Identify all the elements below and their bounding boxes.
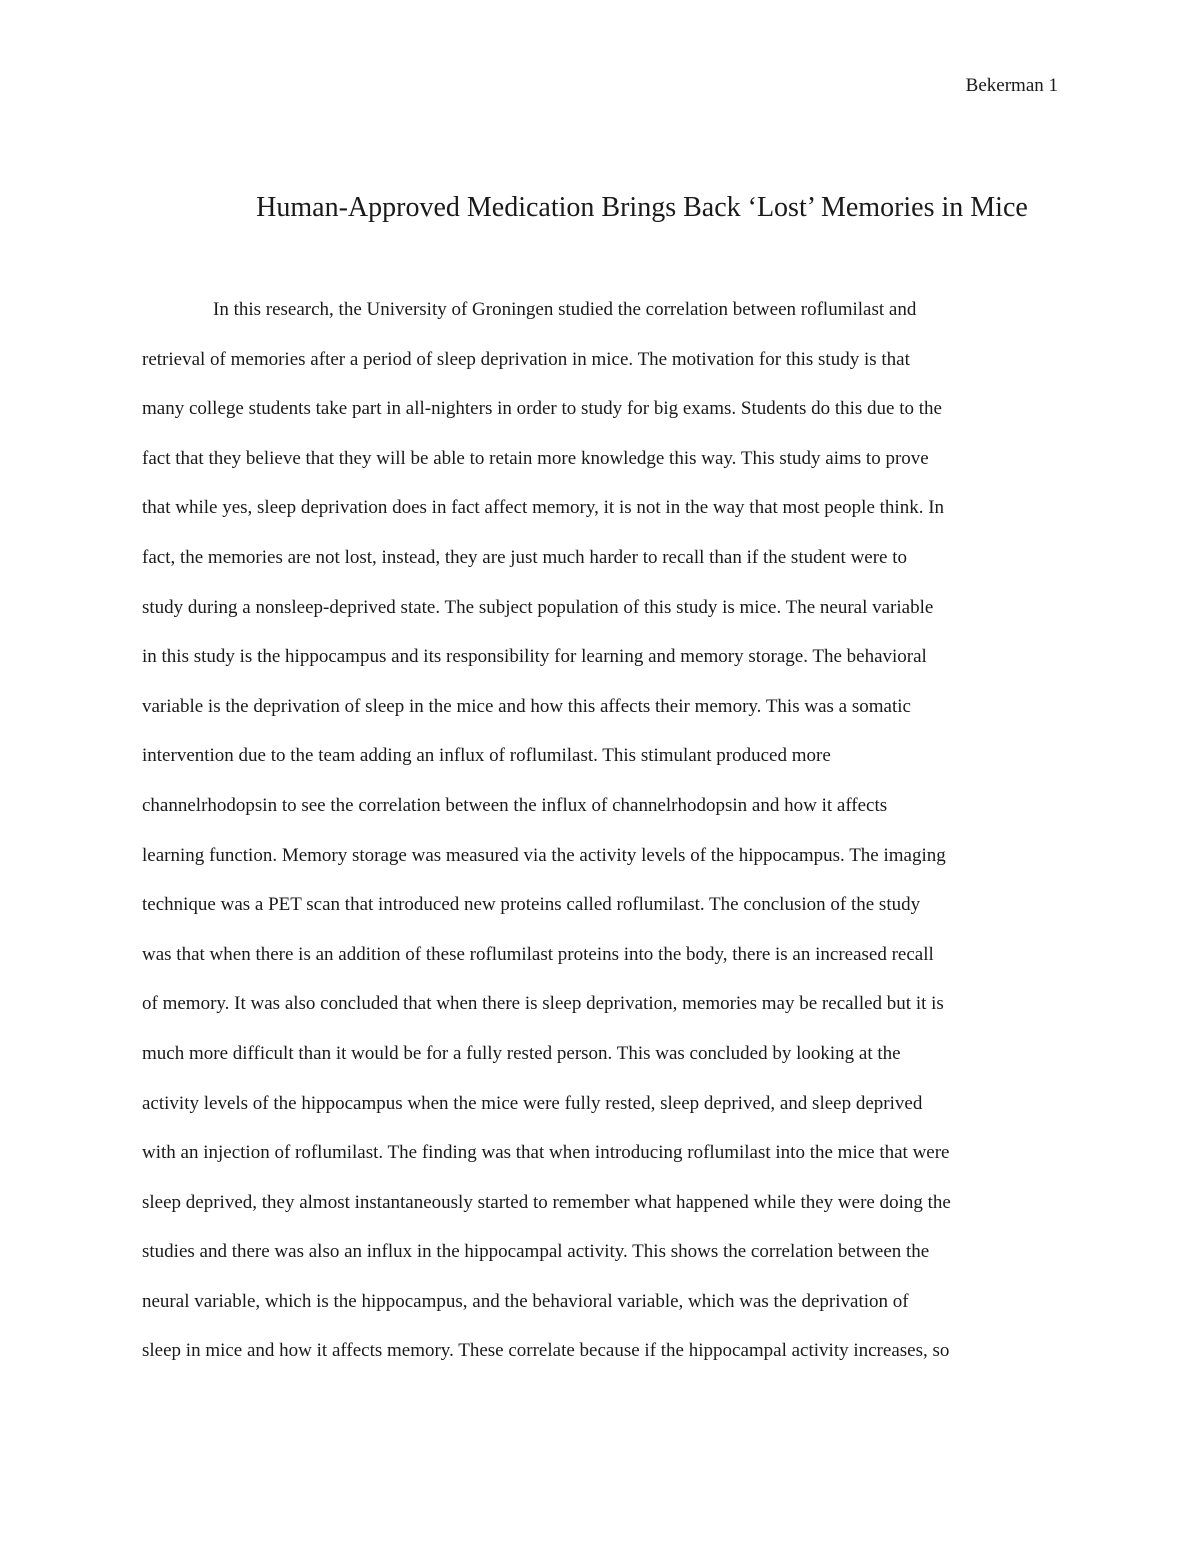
- text-line: that while yes, sleep deprivation does in fact affect memory, it is not in the way that most people think. In: [142, 497, 945, 519]
- body-paragraph: [142, 292, 1060, 1383]
- text-line: in this study is the hippocampus and its responsibility for learning and memory storage. The behavioral: [142, 646, 927, 668]
- text-line: was that when there is an addition of these roflumilast proteins into the body, there is an increased recall: [142, 943, 934, 965]
- text-line: sleep in mice and how it affects memory. These correlate because if the hippocampal activity increases, so: [142, 1340, 950, 1362]
- text-line: channelrhodopsin to see the correlation between the influx of channelrhodopsin and how it affects: [142, 794, 888, 816]
- text-line: intervention due to the team adding an influx of roflumilast. This stimulant produced more: [142, 745, 831, 767]
- text-line: of memory. It was also concluded that when there is sleep deprivation, memories may be recalled but it is: [142, 993, 944, 1015]
- text-line: technique was a PET scan that introduced new proteins called roflumilast. The conclusion of the study: [142, 894, 921, 916]
- text-line: fact, the memories are not lost, instead, they are just much harder to recall than if the student were to: [142, 546, 908, 568]
- text-line: with an injection of roflumilast. The finding was that when introducing roflumilast into the mice that were: [142, 1142, 950, 1164]
- running-head: Bekerman 1: [965, 75, 1058, 96]
- text-line: studies and there was also an influx in the hippocampal activity. This shows the correlation between the: [142, 1241, 930, 1263]
- text-line: variable is the deprivation of sleep in the mice and how this affects their memory. This was a somatic: [142, 695, 911, 717]
- text-line: study during a nonsleep-deprived state. The subject population of this study is mice. The neural variable: [142, 596, 934, 618]
- text-line: activity levels of the hippocampus when the mice were fully rested, sleep deprived, and sleep deprived: [142, 1092, 923, 1114]
- text-line: fact that they believe that they will be able to retain more knowledge this way. This study aims to prove: [142, 447, 929, 469]
- text-line: In this research, the University of Groningen studied the correlation between roflumilast and: [213, 299, 917, 320]
- text-line: many college students take part in all-nighters in order to study for big exams. Students do this due to the: [142, 398, 942, 420]
- text-line: retrieval of memories after a period of sleep deprivation in mice. The motivation for this study is that: [142, 348, 910, 370]
- text-line: sleep deprived, they almost instantaneously started to remember what happened while they were doing the: [142, 1191, 951, 1213]
- document-title: Human-Approved Medication Brings Back ‘Lost’ Memories in Mice: [256, 192, 1028, 223]
- text-line: learning function. Memory storage was measured via the activity levels of the hippocampus. The imaging: [142, 844, 946, 866]
- text-line: much more difficult than it would be for a fully rested person. This was concluded by looking at the: [142, 1042, 901, 1064]
- text-line: neural variable, which is the hippocampus, and the behavioral variable, which was the deprivation of: [142, 1290, 909, 1312]
